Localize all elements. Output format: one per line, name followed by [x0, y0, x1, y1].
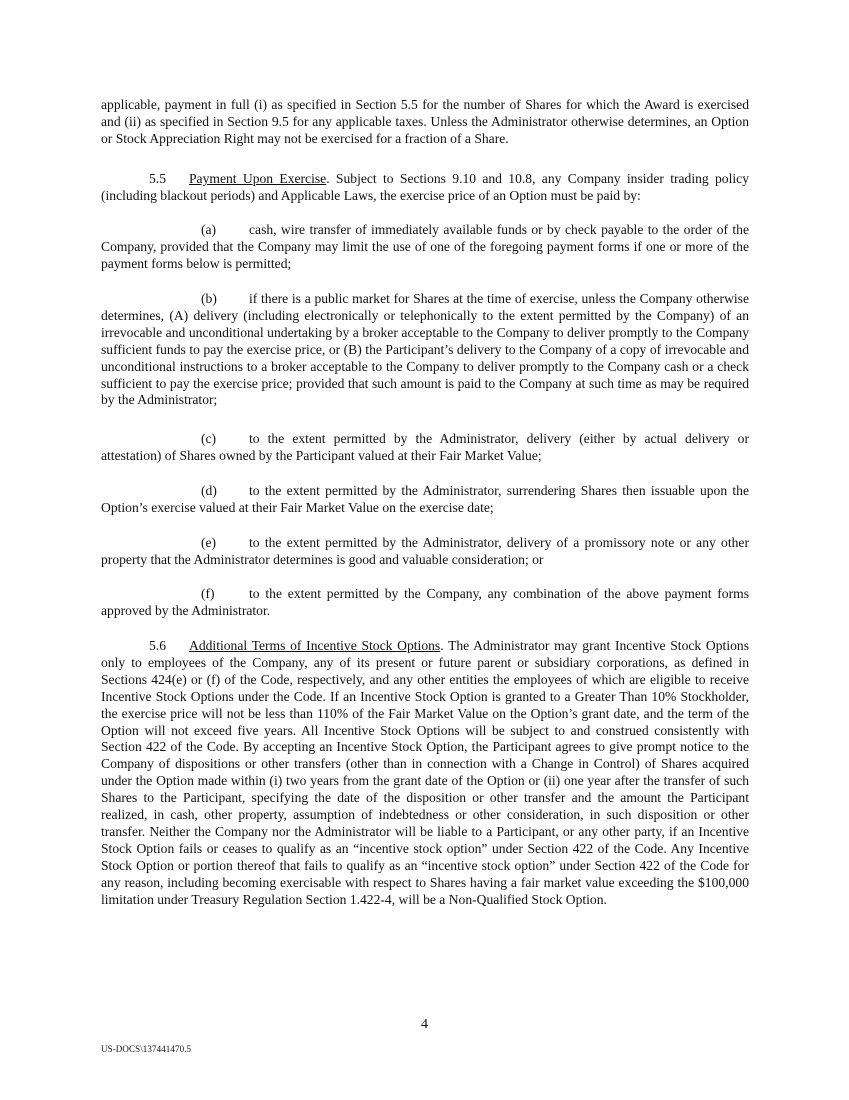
item-d: [101, 483, 749, 517]
item-label: (f): [201, 586, 215, 601]
section-text: . The Administrator may grant Incentive Stock Options only to employees of the Company, any of its present or future parent or subsidiary corporations, as defined in Sections 424(e) or (f) of the Code, respectively, and any other entities the employees of which are eligible to receive Incentive Stock Options under the Code. If an Incentive Stock Option is granted to a Greater Than 10% Stockholder, the exercise price will not be less than 110% of the Fair Market Value on the Option’s grant date, and the term of the Option will not exceed five years. All Incentive Stock Options will be subject to and construed consistently with Section 422 of the Code. By accepting an Incentive Stock Option, the Participant agrees to give prompt notice to the Company of dispositions or other transfers (other than in connection with a Change in Control) of Shares acquired under the Option made within (i) two years from the grant date of the Option or (ii) one year after the transfer of such Shares to the Participant, specifying the date of the disposition or other transfer and the amount the Participant realized, in cash, other property, assumption of indebtedness or other consideration, in such disposition or other transfer. Neither the Company nor the Administrator will be liable to a Participant, or any other party, if an Incentive Stock Option fails or ceases to qualify as an “incentive stock option” under Section 422 of the Code. Any Incentive Stock Option or portion thereof that fails to qualify as an “incentive stock option” under Section 422 of the Code for any reason, including becoming exercisable with respect to Shares having a fair market value exceeding the $100,000 limitation under Treasury Regulation Section 1.422-4, will be a Non-Qualified Stock Option.: [101, 638, 749, 907]
section-number: 5.5: [149, 171, 166, 186]
section-heading: Payment Upon Exercise: [189, 171, 327, 186]
item-text: cash, wire transfer of immediately available funds or by check payable to the order of the Company, provided that the Company may limit the use of one of the foregoing payment forms if one or more of the payment forms below is permitted;: [101, 222, 749, 271]
section-text: . Subject to Sections 9.10 and 10.8, any Company insider trading policy (including blackout periods) and Applicable Laws, the exercise price of an Option must be paid by:: [101, 171, 749, 203]
item-label: (c): [201, 431, 217, 446]
item-label: (e): [201, 535, 217, 550]
item-label: (a): [201, 222, 217, 237]
section-5-6: [101, 638, 749, 909]
item-text: to the extent permitted by the Administrator, delivery (either by actual delivery or attestation) of Shares owned by the Participant valued at their Fair Market Value;: [101, 431, 749, 463]
item-a: [101, 222, 749, 273]
item-text: to the extent permitted by the Company, any combination of the above payment forms approved by the Administrator.: [101, 586, 749, 618]
item-label: (b): [201, 291, 217, 306]
section-number: 5.6: [149, 638, 166, 653]
item-c: [101, 431, 749, 465]
item-text: if there is a public market for Shares at the time of exercise, unless the Company otherwise determines, (A) delivery (including electronically or telephonically to the extent permitted by the Company) of an irrevocable and unconditional undertaking by a broker acceptable to the Company to deliver promptly to the Company sufficient funds to pay the exercise price, or (B) the Participant’s delivery to the Company of a copy of irrevocable and unconditional instructions to a broker acceptable to the Company to deliver promptly to the Company cash or a check sufficient to pay the exercise price; provided that such amount is paid to the Company at such time as may be required by the Administrator;: [101, 291, 749, 408]
section-5-5: [101, 171, 749, 205]
item-f: [101, 586, 749, 620]
document-id: US-DOCS\137441470.5: [101, 1044, 192, 1054]
item-text: to the extent permitted by the Administrator, surrendering Shares then issuable upon the Option’s exercise valued at their Fair Market Value on the exercise date;: [101, 483, 749, 515]
item-label: (d): [201, 483, 217, 498]
intro-paragraph: applicable, payment in full (i) as specified in Section 5.5 for the number of Shares for which the Award is exercised and (ii) as specified in Section 9.5 for any applicable taxes. Unless the Administrator otherwise determines, an Option or Stock Appreciation Right may not be exercised for a fraction of a Share.: [101, 97, 749, 146]
item-text: to the extent permitted by the Administrator, delivery of a promissory note or any other property that the Administrator determines is good and valuable consideration; or: [101, 535, 749, 567]
item-b: [101, 291, 749, 409]
item-e: [101, 535, 749, 569]
page-number: 4: [421, 1017, 428, 1032]
section-heading: Additional Terms of Incentive Stock Options: [189, 638, 441, 653]
